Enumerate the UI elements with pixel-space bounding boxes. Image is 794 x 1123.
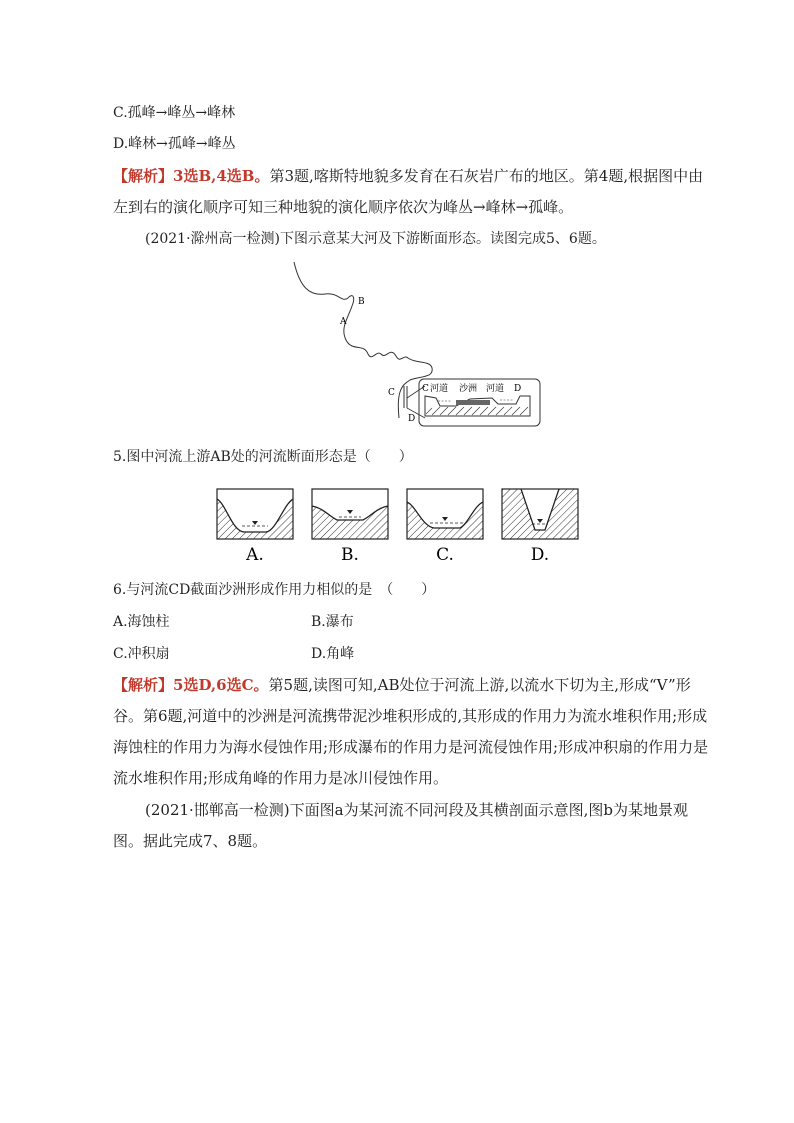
inset-label-channel2: 河道 [486,384,505,394]
q5-stem: 5.图中河流上游AB处的河流断面形态是（ ） [113,449,413,465]
q6-option-b: B.瀑布 [311,614,354,630]
analysis-5-6-line1 [113,675,691,695]
q6-option-a: A.海蚀柱 [113,614,170,630]
q6-stem: 6.与河流CD截面沙洲形成作用力相似的是 （ ） [113,582,436,598]
analysis-answer: 5选D,6选C。 [173,676,269,694]
analysis-tag: 【解析】 [113,167,174,185]
analysis-text: 第3题,喀斯特地貌多发育在石灰岩广布的地区。第4题,根据图中由 [269,167,704,185]
sandbar-mark [456,400,490,405]
profile-c [407,489,483,565]
analysis-3-4-line1 [113,166,703,186]
label-c: C [388,388,395,398]
q6-option-c: C.冲积扇 [113,646,170,662]
analysis-text: 第5题,读图可知,AB处位于河流上游,以流水下切为主,形成“V”形 [268,676,691,694]
analysis-5-6-line3: 海蚀柱的作用力为海水侵蚀作用;形成瀑布的作用力是河流侵蚀作用;形成冲积扇的作用力是 [113,738,709,756]
label-a: A [340,317,347,327]
q5-option-profiles [214,486,580,568]
profile-b [312,489,388,565]
profile-c-label: C. [436,545,454,565]
label-b: B [358,297,365,307]
analysis-5-6-line2: 谷。第6题,河道中的沙洲是河流携带泥沙堆积形成的,其形成的作用力为流水堆积作用;形成 [113,707,708,725]
profile-d [502,489,578,565]
q4-option-c: C.孤峰→峰丛→峰林 [113,105,236,121]
intro-q5-q6: (2021·滁州高一检测)下图示意某大河及下游断面形态。读图完成5、6题。 [145,231,606,247]
profile-d-label: D. [530,545,550,565]
analysis-5-6-line4: 流水堆积作用;形成角峰的作用力是冰川侵蚀作用。 [113,769,449,787]
profile-b-label: B. [341,545,359,565]
inset-label-channel1: 河道 [430,384,449,394]
q4-option-d: D.峰林→孤峰→峰丛 [113,136,236,152]
inset-label-c: C [422,384,429,394]
label-d: D [408,414,416,424]
analysis-tag: 【解析】 [113,676,174,694]
analysis-3-4-line2: 左到右的演化顺序可知三种地貌的演化顺序依次为峰丛→峰林→孤峰。 [113,198,574,216]
inset-label-bar: 沙洲 [459,384,478,394]
q6-option-d: D.角峰 [311,646,355,662]
analysis-answer: 3选B,4选B。 [173,167,270,185]
intro-q7-q8-line1: (2021·邯郸高一检测)下面图a为某河流不同河段及其横剖面示意图,图b为某地景观 [145,801,688,819]
profile-a-label: A. [246,545,264,565]
river-map-figure [280,258,550,433]
profile-a [217,489,293,565]
inset-label-d: D [514,384,522,394]
intro-q7-q8-line2: 图。据此完成7、8题。 [113,832,268,850]
